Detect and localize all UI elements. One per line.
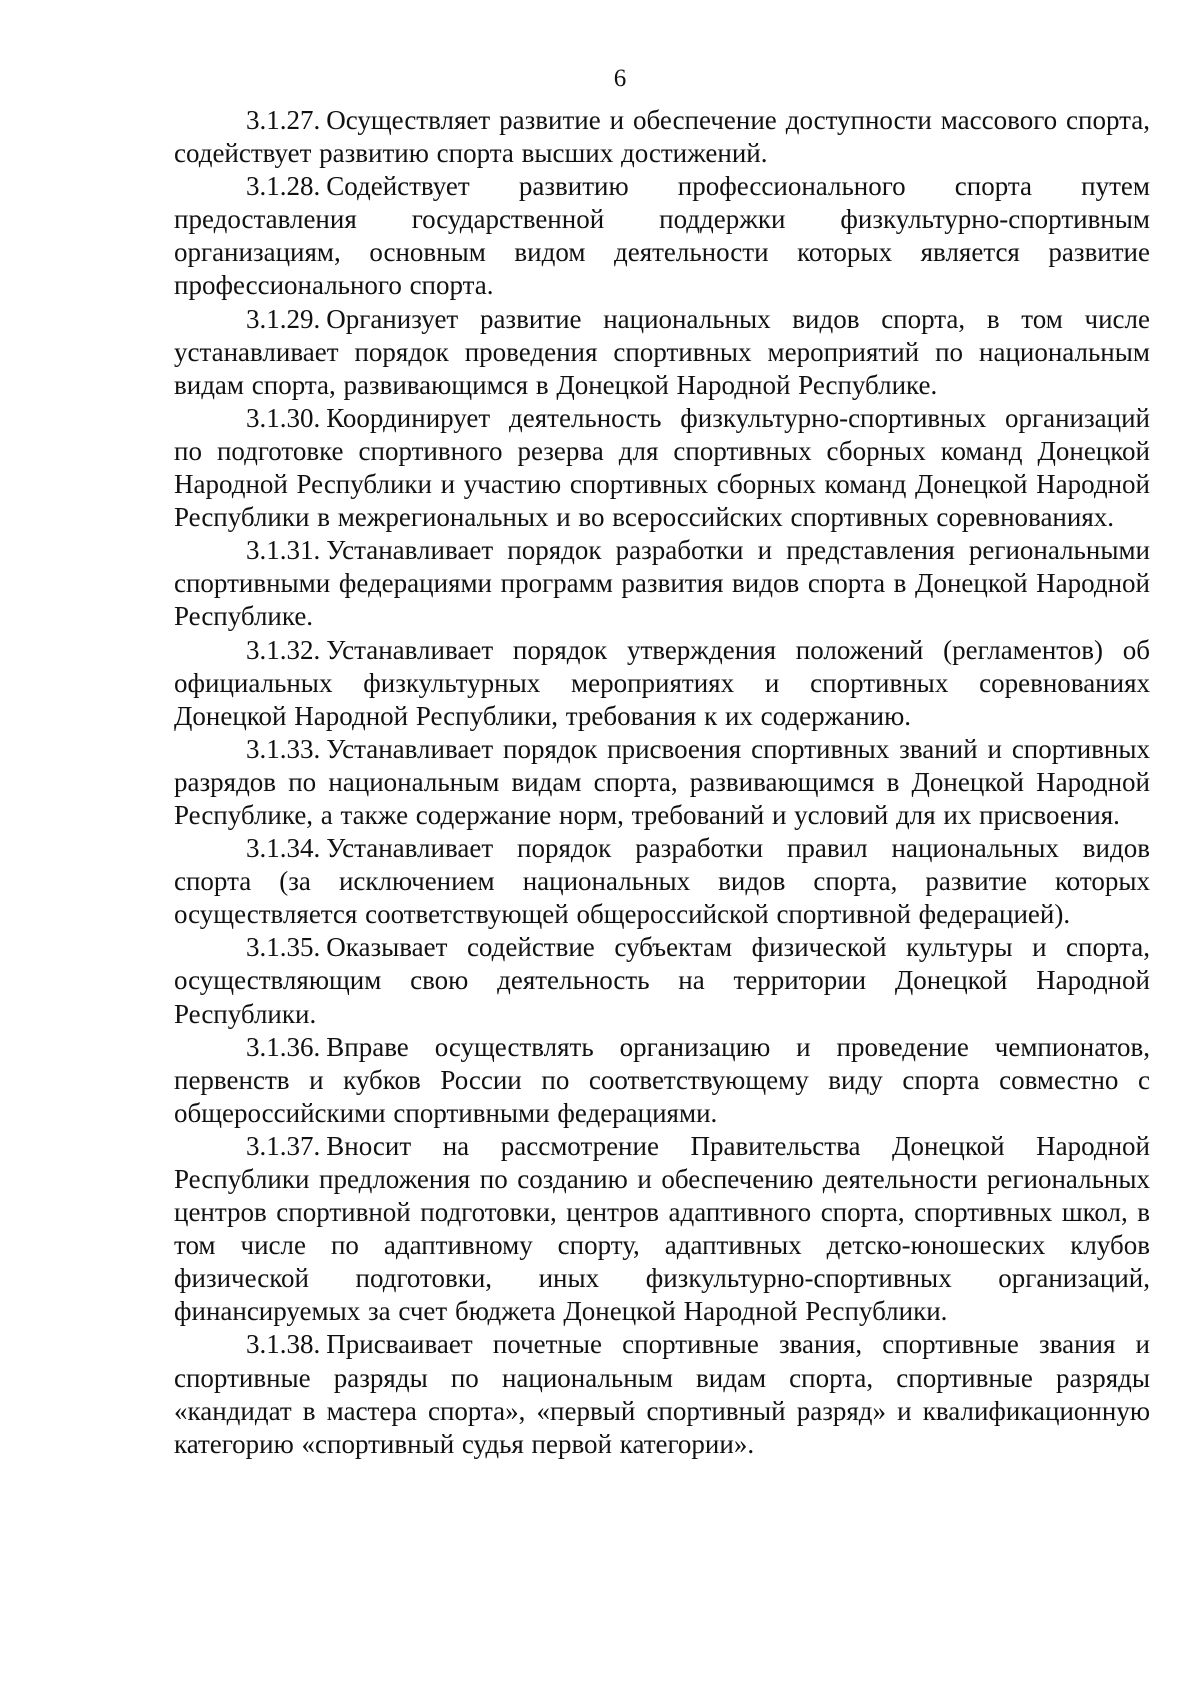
paragraph-number: 3.1.34. [246, 833, 321, 864]
paragraph-3-1-36 [174, 1031, 1150, 1130]
paragraph-number: 3.1.37. [246, 1130, 321, 1161]
paragraph-text: Устанавливает порядок присвоения спортивных званий и спортивных разрядов по национальным видам спорта, развивающимся в Донецкой Народной Республике, а также содержание норм, требований и условий для их присвоения. [174, 733, 1150, 830]
paragraph-number: 3.1.27. [246, 105, 321, 135]
paragraph-3-1-34 [174, 832, 1150, 931]
paragraph-3-1-37 [174, 1130, 1150, 1329]
paragraph-3-1-31 [174, 534, 1150, 633]
paragraph-text: Координирует деятельность физкультурно-спортивных организаций по подготовке спортивного резерва для спортивных сборных команд Донецкой Народной Республики и участию спортивных сборных команд Донецкой Народной Республики в межрегиональных и во всероссийских спортивных соревнованиях. [174, 402, 1150, 533]
paragraph-3-1-29 [174, 303, 1150, 402]
paragraph-3-1-30 [174, 402, 1150, 534]
paragraph-3-1-27 [174, 104, 1150, 170]
paragraph-number: 3.1.32. [246, 634, 321, 665]
paragraph-number: 3.1.31. [246, 535, 321, 566]
paragraph-3-1-32 [174, 634, 1150, 733]
paragraph-3-1-33 [174, 733, 1150, 832]
document-body [174, 104, 1150, 1461]
paragraph-text: Вносит на рассмотрение Правительства Донецкой Народной Республики предложения по созданию и обеспечению деятельности региональных центров спортивной подготовки, центров адаптивного спорта, спортивных школ, в том числе по адаптивному спорту, адаптивных детско-юношеских клубов физической подготовки, иных физкультурно-спортивных организаций, финансируемых за счет бюджета Донецкой Народной Республики. [174, 1130, 1150, 1327]
paragraph-text: Вправе осуществлять организацию и проведение чемпионатов, первенств и кубков России по соответствующему виду спорта совместно с общероссийскими спортивными федерациями. [174, 1031, 1150, 1128]
paragraph-text: Содействует развитию профессионального спорта путем предоставления государственной поддержки физкультурно-спортивным организациям, основным видом деятельности которых является развитие профессионального спорта. [174, 171, 1150, 301]
paragraph-number: 3.1.28. [246, 171, 321, 202]
paragraph-text: Устанавливает порядок утверждения положений (регламентов) об официальных физкультурных мероприятиях и спортивных соревнованиях Донецкой Народной Республики, требования к их содержанию. [174, 634, 1150, 731]
paragraph-3-1-35 [174, 931, 1150, 1030]
paragraph-3-1-28 [174, 170, 1150, 302]
paragraph-text: Устанавливает порядок разработки правил национальных видов спорта (за исключением национальных видов спорта, развитие которых осуществляется соответствующей общероссийской спортивной федерацией). [174, 833, 1150, 930]
paragraph-text: Осуществляет развитие и обеспечение доступности массового спорта, содействует развитию спорта высших достижений. [174, 105, 1150, 169]
paragraph-3-1-38 [174, 1328, 1150, 1460]
paragraph-text: Организует развитие национальных видов спорта, в том числе устанавливает порядок проведения спортивных мероприятий по национальным видам спорта, развивающимся в Донецкой Народной Республике. [174, 303, 1150, 400]
paragraph-number: 3.1.29. [246, 303, 321, 334]
page-number: 6 [613, 65, 627, 92]
paragraph-text: Присваивает почетные спортивные звания, спортивные звания и спортивные разряды по национальным видам спорта, спортивные разряды «кандидат в мастера спорта», «первый спортивный разряд» и квалификационную категорию «спортивный судья первой категории». [174, 1329, 1150, 1459]
paragraph-number: 3.1.35. [246, 932, 321, 963]
paragraph-number: 3.1.33. [246, 733, 321, 764]
paragraph-text: Устанавливает порядок разработки и представления региональными спортивными федерациями программ развития видов спорта в Донецкой Народной Республике. [174, 535, 1150, 632]
paragraph-number: 3.1.30. [246, 402, 321, 433]
paragraph-number: 3.1.36. [246, 1031, 321, 1062]
paragraph-number: 3.1.38. [246, 1329, 321, 1360]
paragraph-text: Оказывает содействие субъектам физической культуры и спорта, осуществляющим свою деятельность на территории Донецкой Народной Республики. [174, 932, 1150, 1029]
